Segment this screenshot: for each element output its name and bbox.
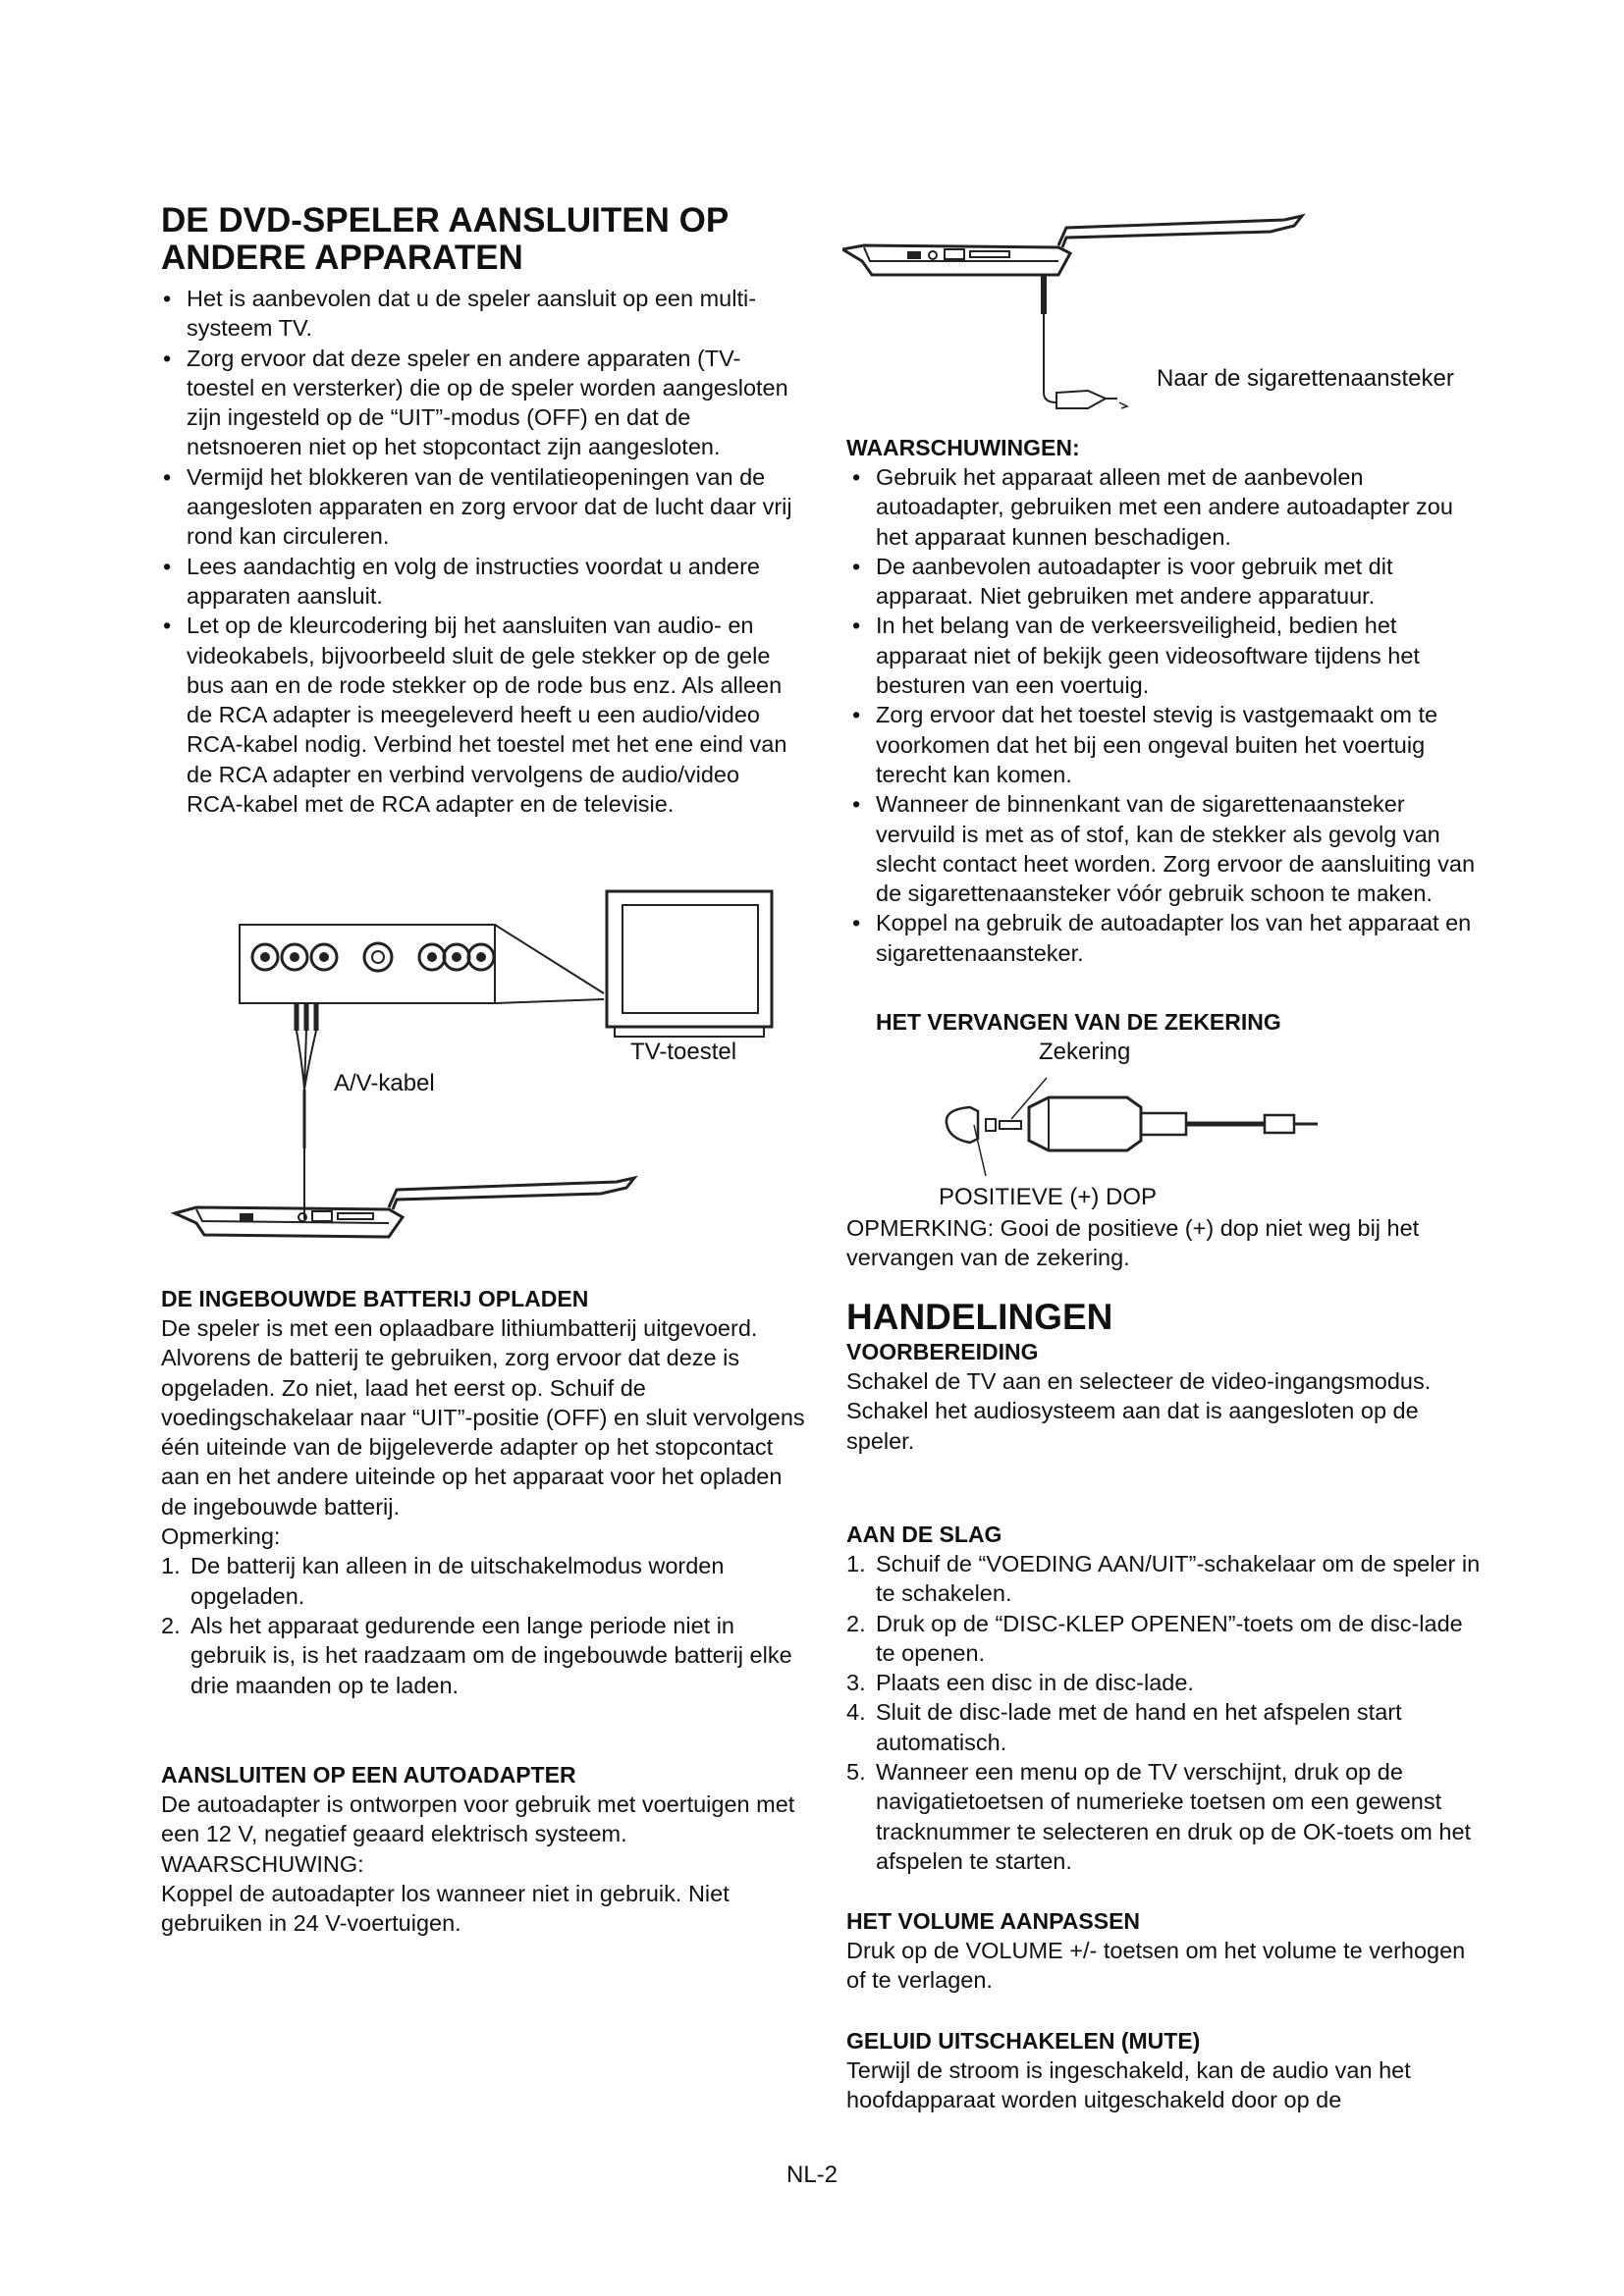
battery-note-label: Opmerking: — [161, 1523, 281, 1550]
step-item: 3. Plaats een disc in de disc-lade. — [846, 1670, 1194, 1696]
step-item: 5. Wanneer een menu op de TV verschijnt, druk op de navigatietoetsen of numerieke toetsen om een gewenst tracknummer te selecteren en druk op de OK-toets om het afspelen te starten. — [846, 1759, 1472, 1874]
av-cable-label: A/V-kabel — [334, 1070, 435, 1096]
battery-heading: DE INGEBOUWDE BATTERIJ OPLADEN — [161, 1286, 589, 1311]
av-cable-drawing — [297, 1003, 316, 1219]
fuse-label: Zekering — [1039, 1039, 1131, 1065]
mute-text: Terwijl de stroom is ingeschakeld, kan de audio van het hoofdapparaat worden uitgeschakeld door op de — [846, 2057, 1411, 2113]
warning-item: • Gebruik het apparaat alleen met de aanbevolen autoadapter, gebruiken met een andere autoadapter zou het apparaat kunnen beschadigen. — [846, 462, 1485, 552]
positive-cap-drawing — [947, 1107, 986, 1176]
tv-connection-diagram — [157, 883, 805, 1256]
car-warning-label: WAARSCHUWING: — [161, 1850, 364, 1877]
prep-line: Schakel het audiosysteem aan dat is aangesloten op de speler. — [846, 1398, 1419, 1454]
warning-item: • Koppel na gebruik de autoadapter los van het apparaat en sigarettenaansteker. — [846, 908, 1485, 968]
warning-item: • Wanneer de binnenkant van de sigarettenaansteker vervuild is met as of stof, kan de stekker als gevolg van slecht contact heet worden. Zorg ervoor de aansluiting van de sigarettenaansteker vóór gebruik schoon te maken. — [846, 789, 1485, 908]
car-adapter-section — [161, 1760, 809, 1938]
car-warning-text: Koppel de autoadapter los wanneer niet in gebruik. Niet gebruiken in 24 V-voertuigen. — [161, 1880, 730, 1937]
volume-section — [846, 1906, 1485, 1996]
bullet-item: • Lees aandachtig en volg de instructies voordat u andere apparaten aansluit. — [157, 552, 799, 612]
start-steps — [846, 1549, 1485, 1876]
warning-item: • De aanbevolen autoadapter is voor gebruik met dit apparaat. Niet gebruiken met andere apparatuur. — [846, 552, 1485, 612]
section-title — [161, 202, 799, 277]
volume-text: Druk op de VOLUME +/- toetsen om het volume te verhogen of te verlagen. — [846, 1938, 1466, 1994]
fuse-heading: HET VERVANGEN VAN DE ZEKERING — [876, 1009, 1281, 1035]
car-text: De autoadapter is ontworpen voor gebruik met voertuigen met een 12 V, negatief geaard elektrisch systeem. — [161, 1791, 795, 1847]
bullet-item: • Let op de kleurcodering bij het aansluiten van audio- en videokabels, bijvoorbeeld sluit de gele stekker op de gele bus aan en de rode stekker op de rode bus enz. Als alleen de RCA adapter is meegeleverd heeft u een audio/video RCA-kabel nodig. Verbind het toestel met het ene eind van de RCA adapter en verbind vervolgens de audio/video RCA-kabel met de RCA adapter en de televisie. — [157, 611, 799, 819]
dvd-player-drawing — [842, 216, 1302, 275]
volume-heading: HET VOLUME AANPASSEN — [846, 1908, 1141, 1934]
title-line-1: DE DVD-SPELER AANSLUITEN OP — [161, 201, 730, 240]
positive-cap-label: POSITIEVE (+) DOP — [939, 1184, 1158, 1210]
note-item: 2. Als het apparaat gedurende een lange periode niet in gebruik is, is het raadzaam om de ingebouwde batterij elke drie maanden op te laden. — [161, 1612, 792, 1698]
prep-heading: VOORBEREIDING — [846, 1339, 1039, 1364]
car-cable-drawing — [1044, 275, 1127, 408]
connection-bullets — [157, 284, 799, 819]
handelingen-section — [846, 1298, 1485, 1456]
cigarette-lighter-label: Naar de sigarettenaansteker — [1157, 365, 1454, 392]
note-item: 1. De batterij kan alleen in de uitschakelmodus worden opgeladen. — [161, 1553, 725, 1609]
dvd-player-drawing — [175, 1178, 634, 1237]
battery-section — [161, 1284, 809, 1700]
battery-text: De speler is met een oplaadbare lithiumbatterij uitgevoerd. Alvorens de batterij te gebruiken, zorg ervoor dat deze is opgeladen. Zo niet, laad het eerst op. Schuif de voedingschakelaar naar “UIT”-positie (OFF) en sluit vervolgens één uiteinde van de bijgeleverde adapter op het stopcontact aan en het andere uiteinde op het apparaat voor het opladen de ingebouwde batterij. — [161, 1315, 805, 1520]
warning-item: • Zorg ervoor dat het toestel stevig is vastgemaakt om te voorkomen dat het bij een ongeval buiten het voertuig terecht kan komen. — [846, 700, 1485, 789]
step-item: 4. Sluit de disc-lade met de hand en het afspelen start automatisch. — [846, 1699, 1402, 1755]
warnings-section — [846, 433, 1485, 968]
handelingen-title: HANDELINGEN — [846, 1297, 1113, 1337]
tv-label: TV-toestel — [630, 1039, 737, 1065]
step-item: 2. Druk op de “DISC-KLEP OPENEN”-toets om de disc-lade te openen. — [846, 1610, 1463, 1666]
fuse-note: OPMERKING: Gooi de positieve (+) dop niet weg bij het vervangen van de zekering. — [846, 1215, 1420, 1271]
bullet-item: • Het is aanbevolen dat u de speler aansluit op een multi-systeem TV. — [157, 284, 799, 344]
tv-set-drawing — [607, 891, 772, 1037]
mute-heading: GELUID UITSCHAKELEN (MUTE) — [846, 2028, 1201, 2054]
page-number: NL-2 — [785, 2162, 839, 2188]
title-line-2: ANDERE APPARATEN — [161, 239, 523, 277]
mute-section — [846, 2026, 1485, 2115]
battery-notes — [161, 1551, 809, 1699]
warnings-heading: WAARSCHUWINGEN: — [846, 435, 1080, 460]
bullet-item: • Vermijd het blokkeren van de ventilatieopeningen van de aangesloten apparaten en zorg ervoor dat de lucht daar vrij rond kan circuleren. — [157, 462, 799, 552]
car-heading: AANSLUITEN OP EEN AUTOADAPTER — [161, 1762, 576, 1788]
warning-item: • In het belang van de verkeersveiligheid, bedien het apparaat niet of bekijk geen videosoftware tijdens het besturen van een voertuig. — [846, 611, 1485, 700]
av-jack-panel — [240, 925, 495, 1003]
start-heading: AAN DE SLAG — [846, 1522, 1002, 1547]
warnings-list — [846, 462, 1485, 968]
step-item: 1. Schuif de “VOEDING AAN/UIT”-schakelaar om de speler in te schakelen. — [846, 1551, 1481, 1607]
fuse-diagram — [941, 1068, 1353, 1176]
bullet-item: • Zorg ervoor dat deze speler en andere apparaten (TV-toestel en versterker) die op de speler worden aangesloten zijn ingesteld op de “UIT”-modus (OFF) en dat de netsnoeren niet op het stopcontact zijn aangesloten. — [157, 344, 799, 462]
start-section — [846, 1520, 1485, 1876]
car-plug-drawing — [1029, 1097, 1318, 1150]
prep-line: Schakel de TV aan en selecteer de video-ingangsmodus. — [846, 1368, 1432, 1394]
